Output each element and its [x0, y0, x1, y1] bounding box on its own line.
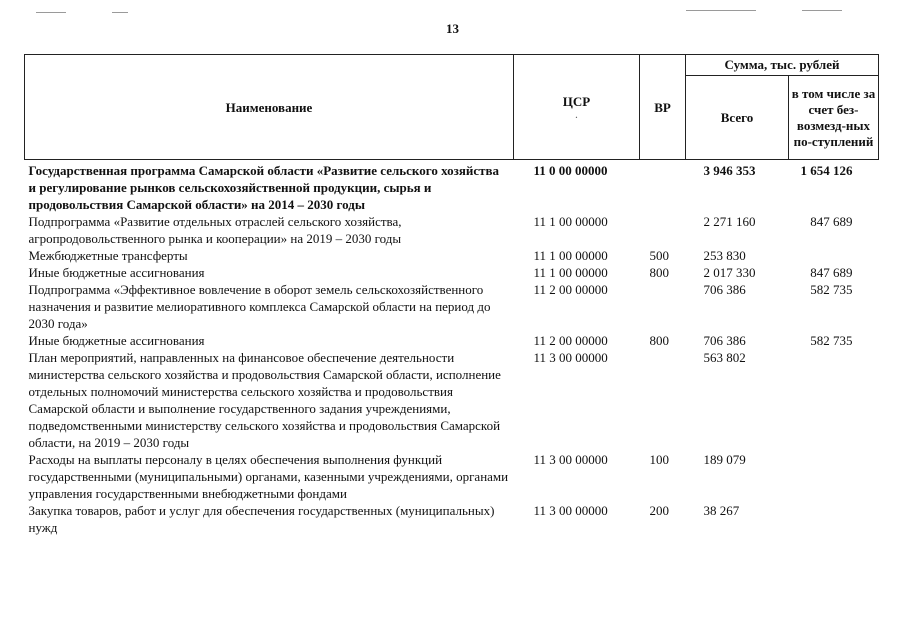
- row-csr: 11 2 00 00000: [533, 333, 608, 348]
- row-csr: 11 3 00 00000: [533, 452, 608, 467]
- row-vr: [640, 213, 686, 247]
- table-row: [25, 247, 879, 264]
- table-row: [25, 213, 879, 247]
- table-row: [25, 281, 879, 332]
- row-total: 3 946 353: [703, 163, 756, 178]
- row-vr: [640, 349, 686, 451]
- header-free: в том числе за счет без-возмезд-ных по-ступлений: [789, 76, 879, 160]
- row-csr: 11 0 00 00000: [533, 163, 608, 178]
- row-free: [789, 247, 879, 264]
- row-free: 847 689: [810, 265, 853, 280]
- row-vr: [640, 160, 686, 214]
- header-total: Всего: [686, 76, 789, 160]
- row-vr: [640, 281, 686, 332]
- row-name: Иные бюджетные ассигнования: [28, 265, 205, 280]
- row-name: Государственная программа Самарской области «Развитие сельского хозяйства и регулирование рынков сельскохозяйственной продукции, сырья и продовольствия Самарской области» на 2014 – 2030 годы: [28, 163, 500, 212]
- header-vr: ВР: [640, 55, 686, 160]
- row-name: Межбюджетные трансферты: [28, 248, 188, 263]
- row-name: Расходы на выплаты персоналу в целях обеспечения выполнения функций государственными (муниципальными) органами, казенными учреждениями, органами управления государственными внебюджетными фондами: [28, 452, 509, 501]
- row-total: 706 386: [703, 333, 746, 348]
- header-name: Наименование: [25, 55, 514, 160]
- row-name: Подпрограмма «Эффективное вовлечение в оборот земель сельскохозяйственного назначения и развитие мелиоративного комплекса Самарской области на период до 2030 года»: [28, 282, 491, 331]
- row-vr: 800: [649, 333, 669, 348]
- row-total: 2 017 330: [703, 265, 756, 280]
- header-csr-mark: ·: [575, 112, 578, 122]
- row-vr: 500: [649, 248, 669, 263]
- row-free: [789, 502, 879, 536]
- row-free: [789, 349, 879, 451]
- row-name: Подпрограмма «Развитие отдельных отраслей сельского хозяйства, агропродовольственного рынка и кооперации» на 2019 – 2030 годы: [28, 214, 402, 246]
- row-total: 706 386: [703, 282, 746, 297]
- table-body: [25, 160, 879, 537]
- row-name: Закупка товаров, работ и услуг для обеспечения государственных (муниципальных) нужд: [28, 503, 495, 535]
- row-free: 582 735: [810, 333, 853, 348]
- row-free: 847 689: [810, 214, 853, 229]
- row-total: 563 802: [703, 350, 746, 365]
- row-csr: 11 2 00 00000: [533, 282, 608, 297]
- row-name: Иные бюджетные ассигнования: [28, 333, 205, 348]
- table-row: [25, 160, 879, 214]
- table-header: [25, 55, 879, 160]
- row-csr: 11 1 00 00000: [533, 248, 608, 263]
- row-total: 38 267: [703, 503, 740, 518]
- row-csr: 11 1 00 00000: [533, 265, 608, 280]
- table-row: [25, 502, 879, 536]
- row-csr: 11 1 00 00000: [533, 214, 608, 229]
- scan-artifact: [686, 10, 756, 11]
- row-name: План мероприятий, направленных на финансовое обеспечение деятельности министерства сельского хозяйства и продовольствия Самарской области, исполнение отдельных полномочий министерства сельского хозяйства и продовольствия Самарской области и выполнение государственного задания учреждениями, подведомственными министерству сельского хозяйства и продовольствия Самарской области, на 2019 – 2030 годы: [28, 350, 501, 450]
- row-vr: 100: [649, 452, 669, 467]
- table-row: [25, 451, 879, 502]
- row-free: 582 735: [810, 282, 853, 297]
- row-total: 2 271 160: [703, 214, 756, 229]
- page-number: 13: [446, 21, 459, 36]
- header-csr: [514, 55, 640, 160]
- row-free: 1 654 126: [800, 163, 853, 178]
- table-row: [25, 349, 879, 451]
- row-vr: 200: [649, 503, 669, 518]
- table-row: [25, 264, 879, 281]
- scan-artifact: [112, 12, 128, 13]
- row-vr: 800: [649, 265, 669, 280]
- row-csr: 11 3 00 00000: [533, 350, 608, 365]
- budget-table: [24, 54, 879, 536]
- row-total: 189 079: [703, 452, 746, 467]
- row-free: [789, 451, 879, 502]
- header-csr-label: ЦСР: [562, 93, 591, 109]
- table-row: [25, 332, 879, 349]
- scan-artifact: [802, 10, 842, 11]
- scan-artifact: [36, 12, 66, 13]
- row-total: 253 830: [703, 248, 746, 263]
- row-csr: 11 3 00 00000: [533, 503, 608, 518]
- header-sum: Сумма, тыс. рублей: [686, 55, 879, 76]
